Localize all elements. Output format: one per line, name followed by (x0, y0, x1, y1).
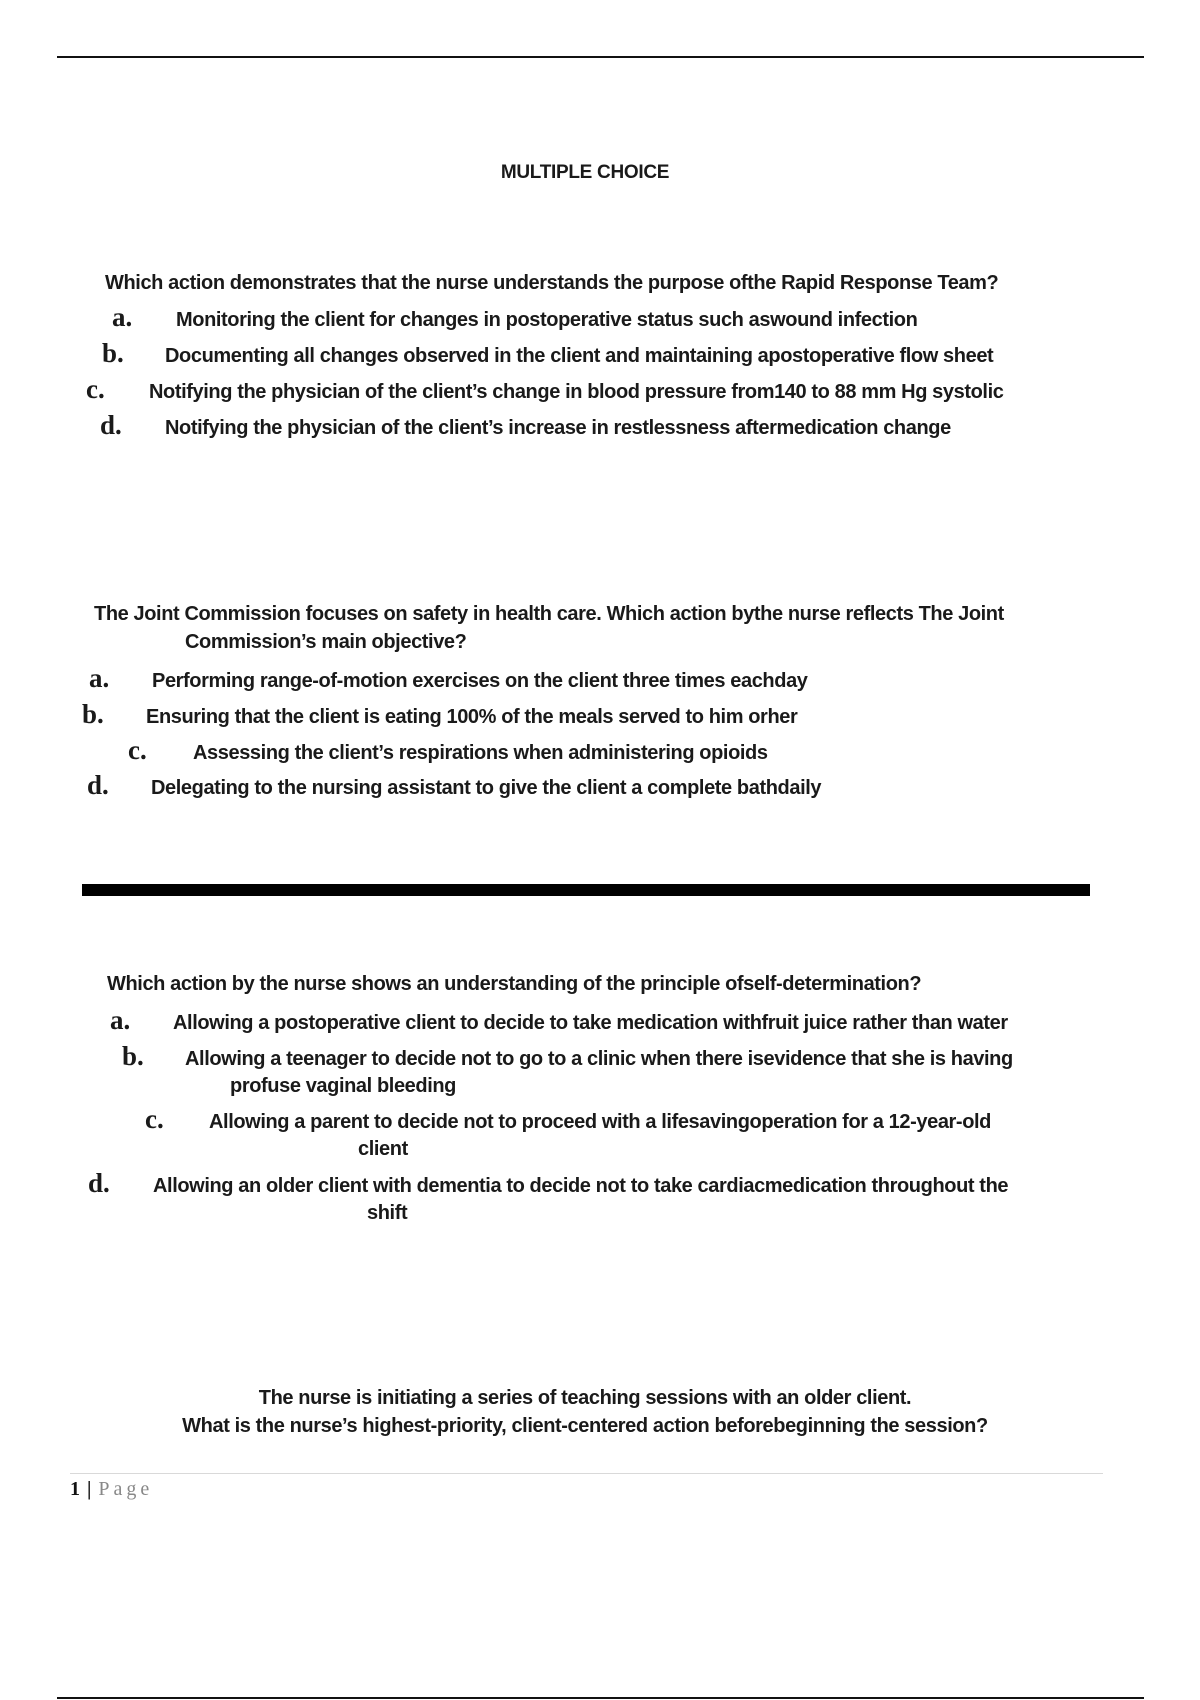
option-text-line-1: Allowing a teenager to decide not to go to a clinic when there isevidence that she is having (185, 1048, 1013, 1070)
option-text (185, 1046, 1013, 1100)
question-1-stem: Which action demonstrates that the nurse understands the purpose ofthe Rapid Response Team? (105, 272, 999, 294)
question-2-stem-line-2: Commission’s main objective? (185, 631, 467, 653)
question-1-option-c[interactable] (86, 374, 1003, 406)
option-text-line-2: profuse vaginal bleeding (230, 1075, 456, 1097)
question-3-option-d[interactable] (88, 1168, 1008, 1227)
question-3-option-c[interactable] (145, 1104, 991, 1163)
question-2-option-c[interactable] (128, 735, 768, 767)
option-text (209, 1109, 991, 1163)
option-text (153, 1173, 1008, 1227)
option-letter: a. (110, 1005, 131, 1035)
question-2-option-a[interactable] (89, 663, 808, 695)
option-text-line-2: client (358, 1138, 408, 1160)
page-footer (70, 1478, 153, 1501)
page-label: Page (98, 1478, 154, 1500)
page-number: 1 (70, 1478, 80, 1500)
option-text-line-1: Allowing an older client with dementia to decide not to take cardiacmedication throughout the (153, 1175, 1009, 1197)
option-letter: d. (87, 770, 109, 800)
option-text-line-2: shift (367, 1202, 408, 1224)
page-heading: MULTIPLE CHOICE (500, 162, 670, 183)
option-letter: c. (145, 1104, 164, 1134)
bottom-rule (57, 1697, 1144, 1699)
option-letter: a. (89, 663, 110, 693)
option-letter: a. (112, 302, 133, 332)
question-4-stem-line-2: What is the nurse’s highest-priority, client-centered action beforebeginning the session? (182, 1415, 988, 1437)
footer-separator: | (87, 1478, 92, 1500)
question-1-option-d[interactable] (100, 410, 951, 442)
question-4-stem (0, 1384, 1170, 1440)
question-4-stem-line-1: The nurse is initiating a series of teaching sessions with an older client. (258, 1387, 912, 1409)
option-letter: b. (102, 338, 124, 368)
option-text: Notifying the physician of the client’s change in blood pressure from140 to 88 mm Hg systolic (149, 381, 1004, 403)
section-divider (82, 884, 1090, 896)
question-2-stem-line-1: The Joint Commission focuses on safety in health care. Which action bythe nurse reflects The Joint (94, 603, 1004, 625)
option-text: Delegating to the nursing assistant to give the client a complete bathdaily (151, 777, 822, 799)
question-2-stem (94, 600, 1004, 656)
option-text: Performing range-of-motion exercises on the client three times eachday (152, 670, 808, 692)
question-1-option-a[interactable] (112, 302, 917, 334)
question-2-option-d[interactable] (87, 770, 821, 802)
option-letter: c. (128, 735, 147, 765)
top-rule (57, 56, 1144, 58)
option-letter: c. (86, 374, 105, 404)
question-1-option-b[interactable] (102, 338, 993, 370)
question-2-option-b[interactable] (82, 699, 797, 731)
option-text: Notifying the physician of the client’s increase in restlessness aftermedication change (165, 417, 951, 439)
option-letter: b. (82, 699, 104, 729)
option-text: Documenting all changes observed in the client and maintaining apostoperative flow sheet (165, 345, 994, 367)
question-3-option-b[interactable] (122, 1041, 1013, 1100)
option-text: Allowing a postoperative client to decide to take medication withfruit juice rather than water (173, 1012, 1008, 1034)
option-text: Ensuring that the client is eating 100% of the meals served to him orher (146, 706, 798, 728)
footer-rule (70, 1473, 1103, 1474)
option-letter: b. (122, 1041, 144, 1071)
option-letter: d. (88, 1168, 110, 1198)
option-text-line-1: Allowing a parent to decide not to proceed with a lifesavingoperation for a 12-year-old (209, 1111, 991, 1133)
question-3-option-a[interactable] (110, 1005, 1008, 1037)
option-text: Assessing the client’s respirations when administering opioids (193, 742, 768, 764)
option-text: Monitoring the client for changes in postoperative status such aswound infection (176, 309, 918, 331)
question-3-stem: Which action by the nurse shows an understanding of the principle ofself-determination? (107, 973, 922, 995)
option-letter: d. (100, 410, 122, 440)
